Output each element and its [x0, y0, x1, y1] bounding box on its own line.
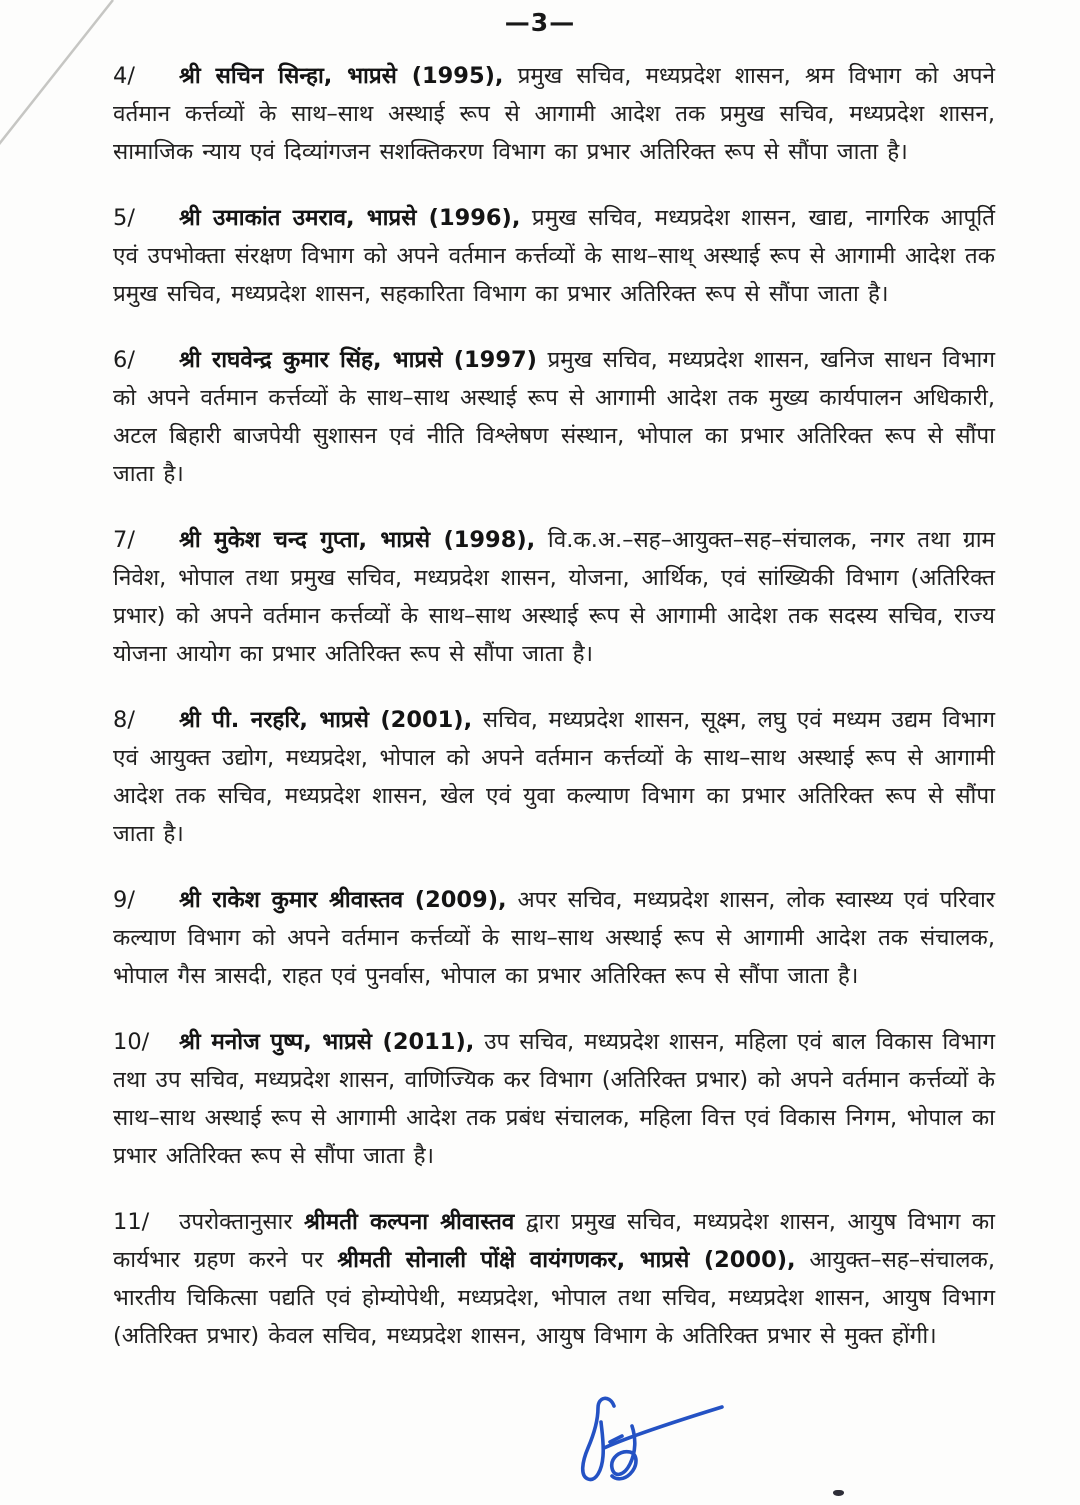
officer-name-bold: श्री मुकेश चन्द गुप्ता, भाप्रसे (1998),: [179, 527, 536, 553]
paragraph-9: [113, 881, 995, 995]
paragraph-text: प्रमुख सचिव, मध्यप्रदेश शासन, खाद्य, नागरिक आपूर्ति एवं उपभोक्ता संरक्षण विभाग को अपने वर्तमान कर्त्तव्यों के साथ–साथ् अस्थाई रूप से आगामी आदेश तक प्रमुख सचिव, मध्यप्रदेश शासन, सहकारिता विभाग का प्रभार अतिरिक्त रूप से सौंपा जाता है।: [113, 205, 995, 307]
paragraph-7: [113, 521, 995, 673]
ink-mark: [833, 1490, 844, 1496]
paragraph-text: उप सचिव, मध्यप्रदेश शासन, महिला एवं बाल विकास विभाग तथा उप सचिव, मध्यप्रदेश शासन, वाणिज्यिक कर विभाग (अतिरिक्त प्रभार) को अपने वर्तमान कर्त्तव्यों के साथ–साथ अस्थाई रूप से आगामी आदेश तक प्रबंध संचालक, महिला वित्त एवं विकास निगम, भोपाल का प्रभार अतिरिक्त रूप से सौंपा जाता है।: [113, 1029, 995, 1169]
paragraph-number: 6/: [113, 347, 135, 373]
paragraph-text: द्वारा प्रमुख सचिव, मध्यप्रदेश शासन, आयुष विभाग का कार्यभार ग्रहण करने पर: [113, 1209, 995, 1273]
paragraph-number: 9/: [113, 887, 135, 913]
paragraph-number: 5/: [113, 205, 135, 231]
document-body: [113, 57, 995, 1383]
officer-name-bold: श्री उमाकांत उमराव, भाप्रसे (1996),: [179, 205, 521, 231]
paragraph-number: 4/: [113, 63, 135, 89]
paragraph-text: प्रमुख सचिव, मध्यप्रदेश शासन, श्रम विभाग को अपने वर्तमान कर्त्तव्यों के साथ–साथ अस्थाई रूप से आगामी आदेश तक प्रमुख सचिव, मध्यप्रदेश शासन, सामाजिक न्याय एवं दिव्यांगजन सशक्तिकरण विभाग का प्रभार अतिरिक्त रूप से सौंपा जाता है।: [113, 63, 995, 165]
signature: [570, 1392, 740, 1492]
paragraph-text: अपर सचिव, मध्यप्रदेश शासन, लोक स्वास्थ्य एवं परिवार कल्याण विभाग को अपने वर्तमान कर्त्तव्यों के साथ–साथ अस्थाई रूप से आगामी आदेश तक संचालक, भोपाल गैस त्रासदी, राहत एवं पुनर्वास, भोपाल का प्रभार अतिरिक्त रूप से सौंपा जाता है।: [113, 887, 995, 989]
paragraph-number: 11/: [113, 1209, 150, 1235]
paragraph-8: [113, 701, 995, 853]
paragraph-10: [113, 1023, 995, 1175]
paragraph-text: सचिव, मध्यप्रदेश शासन, सूक्ष्म, लघु एवं मध्यम उद्यम विभाग एवं आयुक्त उद्योग, मध्यप्रदेश, भोपाल को अपने वर्तमान कर्त्तव्यों के साथ–साथ अस्थाई रूप से आगामी आदेश तक सचिव, मध्यप्रदेश शासन, खेल एवं युवा कल्याण विभाग का प्रभार अतिरिक्त रूप से सौंपा जाता है।: [113, 707, 995, 847]
officer-name-bold: श्री सचिन सिन्हा, भाप्रसे (1995),: [179, 63, 504, 89]
paragraph-11: [113, 1203, 995, 1355]
paragraph-text: वि.क.अ.–सह–आयुक्त–सह–संचालक, नगर तथा ग्राम निवेश, भोपाल तथा प्रमुख सचिव, मध्यप्रदेश शासन, योजना, आर्थिक, एवं सांख्यिकी विभाग (अतिरिक्त प्रभार) को अपने वर्तमान कर्त्तव्यों के साथ–साथ अस्थाई रूप से आगामी आदेश तक सदस्य सचिव, राज्य योजना आयोग का प्रभार अतिरिक्त रूप से सौंपा जाता है।: [113, 527, 995, 667]
paragraph-number: 10/: [113, 1029, 150, 1055]
officer-name-bold: श्री राघवेन्द्र कुमार सिंह, भाप्रसे (1997): [179, 347, 537, 373]
paragraph-6: [113, 341, 995, 493]
paragraph-number: 8/: [113, 707, 135, 733]
paragraph-5: [113, 199, 995, 313]
paragraph-text: उपरोक्तानुसार: [179, 1209, 305, 1235]
officer-name-bold: श्रीमती सोनाली पोंक्षे वायंगणकर, भाप्रसे (2000),: [337, 1247, 796, 1273]
officer-name-bold: श्री पी. नरहरि, भाप्रसे (2001),: [179, 707, 473, 733]
paragraph-number: 7/: [113, 527, 135, 553]
paragraph-text: आयुक्त–सह–संचालक, भारतीय चिकित्सा पद्यति एवं होम्योपेथी, मध्यप्रदेश, भोपाल तथा सचिव, मध्यप्रदेश शासन, आयुष विभाग (अतिरिक्त प्रभार) केवल सचिव, मध्यप्रदेश शासन, आयुष विभाग के अतिरिक्त प्रभार से मुक्त होंगी।: [113, 1247, 995, 1349]
officer-name-bold: श्री राकेश कुमार श्रीवास्तव (2009),: [179, 887, 507, 913]
officer-name-bold: श्री मनोज पुष्प, भाप्रसे (2011),: [179, 1029, 475, 1055]
page-number: —3—: [504, 8, 576, 37]
officer-name-bold: श्रीमती कल्पना श्रीवास्तव: [304, 1209, 515, 1235]
paragraph-4: [113, 57, 995, 171]
paragraph-text: प्रमुख सचिव, मध्यप्रदेश शासन, खनिज साधन विभाग को अपने वर्तमान कर्त्तव्यों के साथ–साथ अस्थाई रूप से आगामी आदेश तक मुख्य कार्यपालन अधिकारी, अटल बिहारी बाजपेयी सुशासन एवं नीति विश्लेषण संस्थान, भोपाल का प्रभार अतिरिक्त रूप से सौंपा जाता है।: [113, 347, 996, 487]
